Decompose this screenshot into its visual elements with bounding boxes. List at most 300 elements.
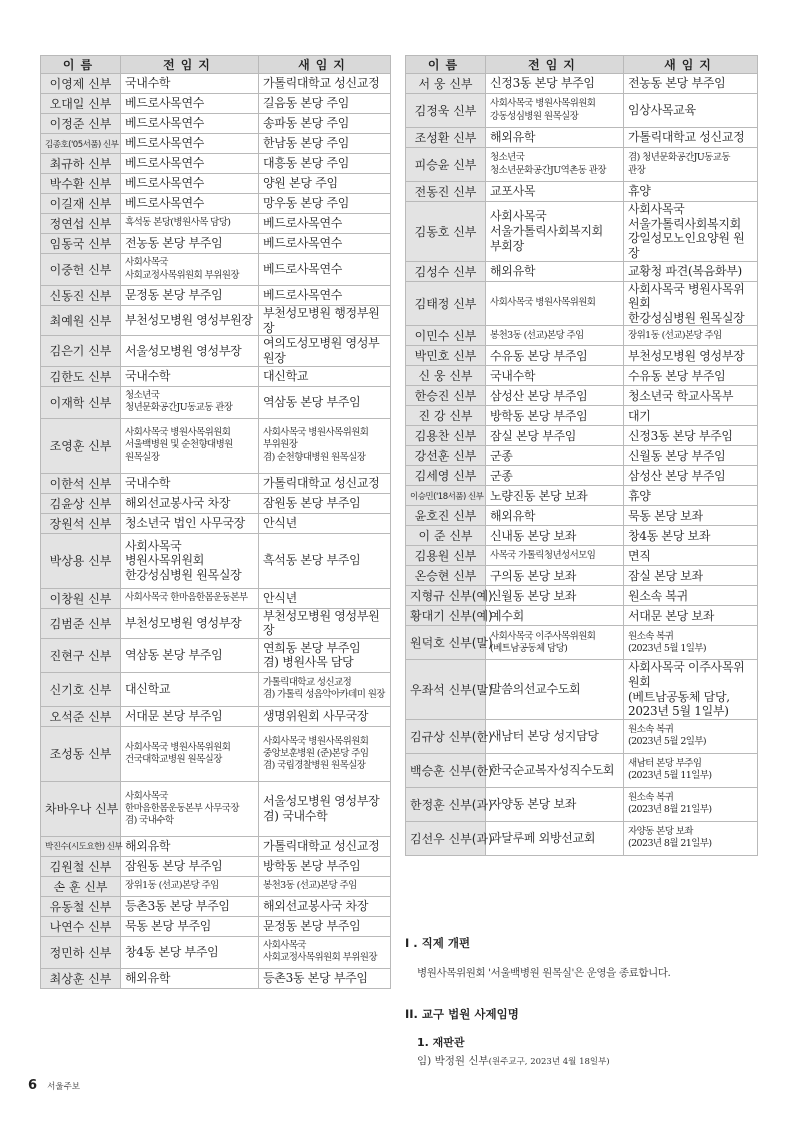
previous-post: 잠원동 본당 부주임 — [121, 856, 259, 876]
priest-name: 김성수 신부 — [406, 261, 486, 281]
previous-post: 베드로사목연수 — [121, 154, 259, 174]
priest-name: 김범준 신부 — [41, 608, 121, 638]
table-row — [406, 606, 758, 626]
priest-name: 이한석 신부 — [41, 473, 121, 493]
new-post: 신월동 본당 부주임 — [624, 446, 758, 466]
table-row — [41, 74, 391, 94]
header-prev: 전임지 — [121, 56, 259, 74]
previous-post: 부천성모병원 영성부장 — [121, 608, 259, 638]
new-post — [259, 936, 391, 968]
priest-name: 김동호 신부 — [406, 202, 486, 262]
previous-post-line: 서울가톨릭사회복지회 — [490, 223, 603, 238]
table-row — [41, 513, 391, 533]
previous-post-line: 사회사목국 — [125, 257, 168, 269]
previous-post — [121, 254, 259, 286]
table-row — [406, 466, 758, 486]
previous-post: 국내수학 — [486, 366, 624, 386]
table-row — [41, 608, 391, 638]
previous-post: 역삼동 본당 부주임 — [121, 638, 259, 672]
priest-name: 진 강 신부 — [406, 406, 486, 426]
section-heading-reorganization: I . 직제 개편 — [405, 936, 471, 950]
table-row — [406, 281, 758, 326]
priest-name: 유동철 신부 — [41, 896, 121, 916]
table-row — [41, 386, 391, 418]
priest-name: 장원석 신부 — [41, 513, 121, 533]
table-row — [41, 836, 391, 856]
previous-post-line: 강동성심병원 원목실장 — [490, 110, 579, 122]
priest-name: 김정욱 신부 — [406, 94, 486, 128]
new-post — [259, 638, 391, 672]
previous-post-line: 건국대학교병원 원목실장 — [125, 753, 222, 765]
new-post: 부천성모병원 영성부원장 — [259, 608, 391, 638]
new-post-line: 사회사목국 — [628, 202, 685, 216]
priest-name: 원덕호 신부(말) — [406, 626, 486, 660]
table-row — [41, 94, 391, 114]
header-next: 새임지 — [259, 56, 391, 74]
priest-name: 한정훈 신부(과) — [406, 787, 486, 821]
priest-name: 전동진 신부 — [406, 182, 486, 202]
priest-name: 이정준 신부 — [41, 114, 121, 134]
new-post-line: 가톨릭대학교 성신교정 — [263, 677, 352, 689]
notices-section — [405, 935, 757, 1068]
priest-name: 손 훈 신부 — [41, 876, 121, 896]
table-row — [406, 182, 758, 202]
priest-name: 신기호 신부 — [41, 672, 121, 706]
appointments-table-left — [40, 55, 391, 989]
judge-appointment — [417, 1053, 757, 1068]
previous-post: 해외선교봉사국 차장 — [121, 493, 259, 513]
priest-name: 박진수(시도요한) 신부 — [41, 836, 121, 856]
table-row — [41, 588, 391, 608]
table-row — [406, 719, 758, 753]
priest-name: 김세영 신부 — [406, 466, 486, 486]
previous-post — [486, 148, 624, 182]
new-post: 흑석동 본당 부주임 — [259, 533, 391, 588]
subheading-judge: 1. 재판관 — [417, 1036, 465, 1049]
table-row — [41, 876, 391, 896]
previous-post-line: 원목실장 — [125, 451, 160, 463]
new-post-line: 관장 — [628, 164, 646, 176]
priest-name: 김용찬 신부 — [406, 426, 486, 446]
table-row — [406, 202, 758, 262]
priest-name: 최예원 신부 — [41, 306, 121, 336]
previous-post: 베드로사목연수 — [121, 114, 259, 134]
new-post — [624, 626, 758, 660]
new-post-line: 2023년 5월 1일부) — [628, 704, 729, 719]
new-post: 가톨릭대학교 성신교정 — [259, 74, 391, 94]
priest-name: 정연섭 신부 — [41, 214, 121, 234]
new-post — [259, 781, 391, 836]
header-prev: 전임지 — [486, 56, 624, 74]
previous-post-line: 한마음한몸운동본부 사무국장 — [125, 802, 239, 814]
new-post-line: 사회사목국 병원사목위원회 — [263, 427, 369, 439]
new-post: 베드로사목연수 — [259, 214, 391, 234]
table-row — [41, 493, 391, 513]
new-post-line: 서울가톨릭사회복지회 — [628, 216, 741, 231]
table-row — [406, 148, 758, 182]
previous-post: 해외유학 — [486, 128, 624, 148]
previous-post: 한국순교복자성직수도회 — [486, 753, 624, 787]
new-post: 송파동 본당 주임 — [259, 114, 391, 134]
priest-name: 이길재 신부 — [41, 194, 121, 214]
priest-name: 이승민('18서품) 신부 — [406, 486, 486, 506]
previous-post-line: 사회사목국 병원사목위원회 — [125, 741, 231, 753]
new-post-line: 서울성모병원 영성부장 — [263, 794, 380, 809]
new-post: 대흥동 본당 주임 — [259, 154, 391, 174]
table-row — [41, 706, 391, 726]
new-post: 서대문 본당 보좌 — [624, 606, 758, 626]
priest-name: 김원철 신부 — [41, 856, 121, 876]
new-post — [624, 148, 758, 182]
previous-post-line: 사회사목국 — [125, 790, 168, 802]
new-post — [624, 281, 758, 326]
new-post-line: 연희동 본당 부주임 — [263, 640, 361, 655]
priest-name: 오석준 신부 — [41, 706, 121, 726]
previous-post-line: 사회사목국 — [490, 209, 547, 224]
new-post-line: 원소속 복귀 — [628, 792, 674, 804]
table-row — [41, 856, 391, 876]
previous-post: 군종 — [486, 446, 624, 466]
previous-post: 군종 — [486, 466, 624, 486]
header-name: 이름 — [41, 56, 121, 74]
page-number: 6 — [28, 1078, 38, 1093]
table-row — [406, 546, 758, 566]
table-row — [41, 194, 391, 214]
previous-post: 교포사목 — [486, 182, 624, 202]
new-post: 임상사목교육 — [624, 94, 758, 128]
previous-post-line: 서울백병원 및 순천향대병원 — [125, 439, 233, 451]
new-post-line: 사회사목국 — [263, 940, 306, 952]
priest-name: 박상용 신부 — [41, 533, 121, 588]
priest-name: 임동국 신부 — [41, 234, 121, 254]
previous-post-line: 병원사목위원회 — [125, 553, 205, 568]
previous-post-line: 청년문화공간JU동교동 관장 — [125, 402, 233, 413]
previous-post-line: 청소년국 — [125, 389, 160, 401]
new-post-line: 겸) 순천향대병원 원목실장 — [263, 451, 366, 463]
new-post: 베드로사목연수 — [259, 286, 391, 306]
previous-post: 사목국 가톨릭청년성서모임 — [486, 546, 624, 566]
table-row — [41, 286, 391, 306]
previous-post: 국내수학 — [121, 366, 259, 386]
judge-appointment-detail: (원주교구, 2023년 4월 18일부) — [488, 1057, 610, 1067]
priest-name: 나연수 신부 — [41, 916, 121, 936]
new-post — [259, 418, 391, 473]
previous-post: 전농동 본당 부주임 — [121, 234, 259, 254]
previous-post: 수유동 본당 부주임 — [486, 346, 624, 366]
previous-post — [486, 202, 624, 262]
publication-name: 서울주보 — [47, 1082, 80, 1092]
table-row — [41, 306, 391, 336]
previous-post: 방학동 본당 부주임 — [486, 406, 624, 426]
priest-name: 김규상 신부(한) — [406, 719, 486, 753]
previous-post: 흑석동 본당(병원사목 담당) — [121, 214, 259, 234]
priest-name: 정민하 신부 — [41, 936, 121, 968]
new-post: 역삼동 본당 부주임 — [259, 386, 391, 418]
new-post: 묵동 본당 보좌 — [624, 506, 758, 526]
new-post-line: 겸) 국내수학 — [263, 808, 328, 823]
priest-name: 이 준 신부 — [406, 526, 486, 546]
previous-post: 말씀의선교수도회 — [486, 660, 624, 720]
new-post-line: 사회사목국 병원사목위원회 — [628, 281, 745, 311]
previous-post: 해외유학 — [486, 261, 624, 281]
priest-name: 박민호 신부 — [406, 346, 486, 366]
new-post: 부천성모병원 행정부원장 — [259, 306, 391, 336]
new-post: 봉천3동 (선교)본당 주임 — [259, 876, 391, 896]
new-post: 등촌3동 본당 부주임 — [259, 968, 391, 988]
table-row — [41, 234, 391, 254]
previous-post: 문정동 본당 부주임 — [121, 286, 259, 306]
table-row — [41, 366, 391, 386]
new-post-line: 중앙보훈병원 (준)본당 주임 — [263, 747, 369, 759]
priest-name: 한승진 신부 — [406, 386, 486, 406]
new-post-line: 부위원장 — [263, 439, 298, 451]
new-post: 삼성산 본당 부주임 — [624, 466, 758, 486]
new-post: 원소속 복귀 — [624, 586, 758, 606]
previous-post: 대신학교 — [121, 672, 259, 706]
previous-post-line: 사회사목국 이주사목위원회 — [490, 630, 596, 642]
previous-post: 부천성모병원 영성부원장 — [121, 306, 259, 336]
previous-post — [121, 533, 259, 588]
previous-post-line: 부회장 — [490, 238, 524, 253]
new-post — [624, 202, 758, 262]
left-column — [40, 55, 390, 989]
previous-post: 청소년국 법인 사무국장 — [121, 513, 259, 533]
previous-post-line: (베트남공동체 담당) — [490, 642, 568, 654]
new-post: 면직 — [624, 546, 758, 566]
new-post: 대신학교 — [259, 366, 391, 386]
priest-name: 최규하 신부 — [41, 154, 121, 174]
priest-name: 백승훈 신부(한) — [406, 753, 486, 787]
new-post-line: (베트남공동체 담당, — [628, 689, 730, 704]
priest-name: 서 웅 신부 — [406, 74, 486, 94]
new-post: 방학동 본당 부주임 — [259, 856, 391, 876]
new-post-line: (2023년 8월 21일부) — [628, 838, 712, 850]
table-row — [41, 726, 391, 781]
table-header-row — [406, 56, 758, 74]
new-post — [624, 753, 758, 787]
table-row — [406, 406, 758, 426]
priest-name: 조성동 신부 — [41, 726, 121, 781]
table-row — [41, 473, 391, 493]
table-row — [406, 326, 758, 346]
table-row — [406, 94, 758, 128]
table-row — [406, 426, 758, 446]
table-row — [406, 261, 758, 281]
previous-post: 베드로사목연수 — [121, 194, 259, 214]
new-post-line: (2023년 8월 21일부) — [628, 804, 712, 816]
new-post: 양원 본당 주임 — [259, 174, 391, 194]
previous-post-line: 사회교정사목위원회 부위원장 — [125, 269, 239, 281]
table-row — [406, 626, 758, 660]
new-post — [624, 821, 758, 855]
priest-name: 신 웅 신부 — [406, 366, 486, 386]
table-row — [406, 74, 758, 94]
new-post: 청소년국 학교사목부 — [624, 386, 758, 406]
new-post: 베드로사목연수 — [259, 254, 391, 286]
previous-post: 새남터 본당 성지담당 — [486, 719, 624, 753]
priest-name: 조성환 신부 — [406, 128, 486, 148]
priest-name: 황대기 신부(예) — [406, 606, 486, 626]
previous-post: 신정3동 본당 부주임 — [486, 74, 624, 94]
priest-name: 차바우나 신부 — [41, 781, 121, 836]
new-post: 부천성모병원 영성부장 — [624, 346, 758, 366]
new-post — [259, 726, 391, 781]
table-header-row — [41, 56, 391, 74]
previous-post-line: 한강성심병원 원목실장 — [125, 567, 242, 582]
table-row — [406, 128, 758, 148]
new-post: 망우동 본당 주임 — [259, 194, 391, 214]
judge-appointment-name: 임) 박정원 신부 — [417, 1055, 489, 1067]
previous-post: 사회사목국 병원사목위원회 — [486, 281, 624, 326]
previous-post: 해외유학 — [486, 506, 624, 526]
previous-post: 창4동 본당 부주임 — [121, 936, 259, 968]
reorganization-text: 병원사목위원회 '서울백병원 원목실'은 운영을 종료합니다. — [417, 967, 671, 979]
table-row — [406, 526, 758, 546]
previous-post: 국내수학 — [121, 473, 259, 493]
new-post-line: (2023년 5월 2일부) — [628, 736, 707, 748]
new-post: 휴양 — [624, 182, 758, 202]
previous-post: 국내수학 — [121, 74, 259, 94]
new-post: 베드로사목연수 — [259, 234, 391, 254]
table-row — [41, 154, 391, 174]
new-post-line: (2023년 5월 1일부) — [628, 642, 707, 654]
table-row — [41, 254, 391, 286]
previous-post — [121, 726, 259, 781]
previous-post: 해외유학 — [121, 836, 259, 856]
previous-post: 노량진동 본당 보좌 — [486, 486, 624, 506]
previous-post — [121, 386, 259, 418]
priest-name: 김종호('05서품) 신부 — [41, 134, 121, 154]
priest-name: 김용원 신부 — [406, 546, 486, 566]
table-row — [406, 366, 758, 386]
priest-name: 지형규 신부(예) — [406, 586, 486, 606]
previous-post-line: 사회사목국 — [125, 538, 182, 553]
new-post-line: 겸) 병원사목 담당 — [263, 655, 354, 670]
new-post: 신정3동 본당 부주임 — [624, 426, 758, 446]
new-post: 잠원동 본당 부주임 — [259, 493, 391, 513]
table-row — [41, 638, 391, 672]
previous-post: 신월동 본당 보좌 — [486, 586, 624, 606]
header-name: 이름 — [406, 56, 486, 74]
priest-name: 이영제 신부 — [41, 74, 121, 94]
priest-name: 이민수 신부 — [406, 326, 486, 346]
previous-post-line: 청소년국 — [490, 152, 525, 164]
previous-post: 예수회 — [486, 606, 624, 626]
table-row — [406, 346, 758, 366]
appointments-table-right — [405, 55, 758, 856]
new-post — [624, 660, 758, 720]
new-post-line: 강일성모노인요양원 원장 — [628, 231, 745, 260]
priest-name: 김선우 신부(과) — [406, 821, 486, 855]
new-post: 창4동 본당 보좌 — [624, 526, 758, 546]
previous-post: 등촌3동 본당 부주임 — [121, 896, 259, 916]
priest-name: 오대일 신부 — [41, 94, 121, 114]
new-post: 대기 — [624, 406, 758, 426]
previous-post-line: 청소년문화공간JU역촌동 관장 — [490, 164, 606, 176]
new-post: 문정동 본당 부주임 — [259, 916, 391, 936]
previous-post — [121, 781, 259, 836]
previous-post-line: 사회사목국 병원사목위원회 — [490, 98, 596, 110]
new-post-line: 사회교정사목위원회 부위원장 — [263, 952, 377, 964]
table-row — [41, 916, 391, 936]
new-post: 휴양 — [624, 486, 758, 506]
new-post — [624, 787, 758, 821]
new-post-line: 새남터 본당 부주임 — [628, 758, 702, 770]
new-post: 여의도성모병원 영성부원장 — [259, 336, 391, 366]
priest-name: 이창원 신부 — [41, 588, 121, 608]
priest-name: 조영훈 신부 — [41, 418, 121, 473]
table-row — [41, 968, 391, 988]
new-post: 길음동 본당 주임 — [259, 94, 391, 114]
table-row — [41, 781, 391, 836]
priest-name: 신동진 신부 — [41, 286, 121, 306]
table-row — [41, 336, 391, 366]
previous-post-line: 겸) 국내수학 — [125, 814, 174, 826]
new-post-line: 겸) 청년문화공간JU동교동 — [628, 152, 730, 164]
new-post: 전농동 본당 부주임 — [624, 74, 758, 94]
table-row — [406, 821, 758, 855]
priest-name: 윤호진 신부 — [406, 506, 486, 526]
priest-name: 김윤상 신부 — [41, 493, 121, 513]
new-post: 생명위원회 사무국장 — [259, 706, 391, 726]
table-row — [406, 386, 758, 406]
previous-post — [121, 418, 259, 473]
previous-post: 신내동 본당 보좌 — [486, 526, 624, 546]
previous-post: 자양동 본당 보좌 — [486, 787, 624, 821]
new-post-line: (2023년 5월 11일부) — [628, 770, 712, 782]
new-post: 안식년 — [259, 513, 391, 533]
previous-post: 삼성산 본당 부주임 — [486, 386, 624, 406]
new-post-line: 원소속 복귀 — [628, 630, 674, 642]
previous-post: 베드로사목연수 — [121, 134, 259, 154]
table-row — [406, 586, 758, 606]
priest-name: 김한도 신부 — [41, 366, 121, 386]
new-post: 잠실 본당 보좌 — [624, 566, 758, 586]
priest-name: 이재학 신부 — [41, 386, 121, 418]
priest-name: 김은기 신부 — [41, 336, 121, 366]
new-post-line: 사회사목국 병원사목위원회 — [263, 735, 369, 747]
previous-post: 봉천3동 (선교)본당 주임 — [486, 326, 624, 346]
priest-name: 이중헌 신부 — [41, 254, 121, 286]
table-row — [406, 486, 758, 506]
table-row — [41, 214, 391, 234]
previous-post: 사회사목국 한마음한몸운동본부 — [121, 588, 259, 608]
table-row — [41, 672, 391, 706]
previous-post: 장위1동 (선교)본당 주임 — [121, 876, 259, 896]
new-post-line: 자양동 본당 보좌 — [628, 826, 693, 838]
new-post — [259, 672, 391, 706]
table-row — [41, 936, 391, 968]
new-post: 해외선교봉사국 차장 — [259, 896, 391, 916]
table-row — [41, 896, 391, 916]
new-post: 가톨릭대학교 성신교정 — [259, 473, 391, 493]
new-post-line: 겸) 가톨릭 성음악아카데미 원장 — [263, 689, 385, 701]
new-post: 교황청 파견(복음화부) — [624, 261, 758, 281]
right-column — [405, 55, 757, 856]
priest-name: 강선훈 신부 — [406, 446, 486, 466]
table-row — [406, 446, 758, 466]
new-post: 안식년 — [259, 588, 391, 608]
table-row — [406, 566, 758, 586]
new-post-line: 겸) 국립경찰병원 원목실장 — [263, 759, 366, 771]
new-post: 한남동 본당 주임 — [259, 134, 391, 154]
section-heading-tribunal: II. 교구 법원 사제임명 — [405, 1007, 519, 1021]
previous-post: 서울성모병원 영성부장 — [121, 336, 259, 366]
priest-name: 우좌석 신부(말) — [406, 660, 486, 720]
previous-post: 베드로사목연수 — [121, 174, 259, 194]
previous-post: 잠실 본당 부주임 — [486, 426, 624, 446]
new-post: 가톨릭대학교 성신교정 — [259, 836, 391, 856]
